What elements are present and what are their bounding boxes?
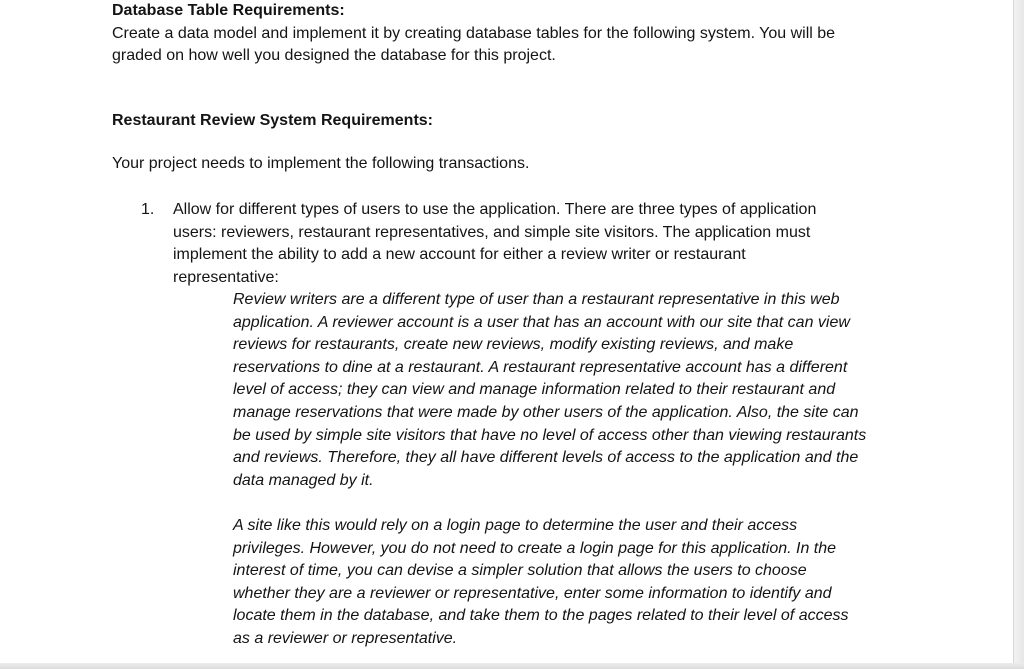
paragraph-1-line-1: Review writers are a different type of user than a restaurant representative in this web — [233, 291, 840, 308]
paragraph-1-line-4: reservations to dine at a restaurant. A restaurant representative account has a different — [233, 358, 848, 376]
list-item-number: 1. — [141, 201, 155, 218]
paragraph-2-line-5: locate them in the database, and take them to the pages related to their level of access — [233, 607, 849, 625]
database-requirements-heading: Database Table Requirements: — [112, 2, 345, 19]
paragraph-2-line-4: whether they are a reviewer or representative, enter some information to identify and — [233, 584, 832, 602]
page-right-edge — [1013, 0, 1024, 669]
page-bottom-edge — [0, 663, 1024, 669]
paragraph-2-line-1: A site like this would rely on a login page to determine the user and their access — [233, 517, 798, 534]
system-requirements-heading: Restaurant Review System Requirements: — [112, 112, 433, 129]
database-requirements-line-1: Create a data model and implement it by creating database tables for the following system. You will be — [112, 24, 836, 42]
paragraph-1-line-9: data managed by it. — [233, 471, 374, 489]
list-item-line-4: representative: — [173, 268, 279, 286]
list-item-line-3: implement the ability to add a new account for either a review writer or restaurant — [173, 246, 746, 264]
intro-text: Your project needs to implement the following transactions. — [112, 155, 530, 172]
paragraph-2-line-3: interest of time, you can devise a simpler solution that allows the users to choose — [233, 562, 807, 580]
paragraph-2-line-6: as a reviewer or representative. — [233, 629, 458, 647]
paragraph-2-line-2: privileges. However, you do not need to create a login page for this application. In the — [233, 539, 837, 557]
paragraph-1-line-2: application. A reviewer account is a user that has an account with our site that can view — [233, 313, 850, 331]
paragraph-1-line-5: level of access; they can view and manage information related to their restaurant and — [233, 381, 836, 399]
paragraph-1-line-3: reviews for restaurants, create new reviews, modify existing reviews, and make — [233, 336, 794, 354]
database-requirements-line-2: graded on how well you designed the database for this project. — [112, 47, 556, 65]
paragraph-1-line-7: be used by simple site visitors that have no level of access other than viewing restaurants — [233, 426, 867, 444]
user-types-paragraph — [233, 289, 866, 492]
paragraph-1-line-8: and reviews. Therefore, they all have different levels of access to the application and the — [233, 449, 859, 467]
list-item-line-1: Allow for different types of users to use the application. There are three types of application — [173, 201, 817, 218]
list-item-text — [173, 199, 816, 289]
login-paragraph — [233, 515, 849, 651]
paragraph-1-line-6: manage reservations that were made by other users of the application. Also, the site can — [233, 403, 859, 421]
list-item-line-2: users: reviewers, restaurant representatives, and simple site visitors. The application must — [173, 223, 811, 241]
database-requirements-section — [112, 0, 835, 68]
